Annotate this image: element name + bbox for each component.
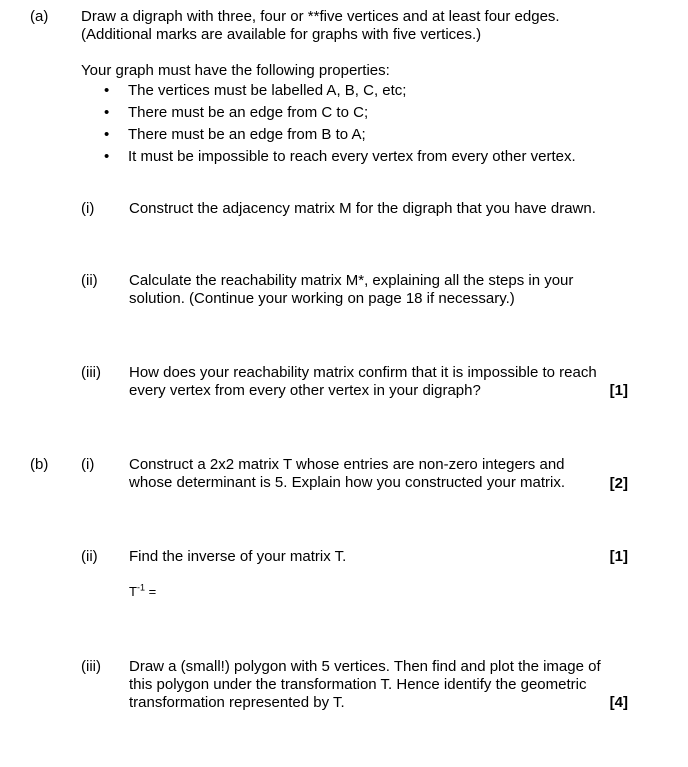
property-text: It must be impossible to reach every vertex from every other vertex.: [128, 148, 576, 165]
part-a-intro-line-1: Draw a digraph with three, four or **five vertices and at least four edges.: [81, 8, 560, 25]
question-a-iii-text: [129, 364, 597, 400]
inverse-answer-label: [129, 583, 156, 601]
property-text: The vertices must be labelled A, B, C, etc;: [128, 82, 407, 99]
part-a-intro: [81, 8, 560, 44]
inverse-base: T: [129, 584, 137, 599]
question-a-i-text: Construct the adjacency matrix M for the digraph that you have drawn.: [129, 200, 596, 217]
question-a-ii-line-2: solution. (Continue your working on page 18 if necessary.): [129, 290, 515, 307]
question-a-iii-label: (iii): [81, 364, 101, 381]
bullet-icon: •: [104, 126, 110, 143]
property-text: There must be an edge from C to C;: [128, 104, 369, 121]
question-b-i-text: [129, 456, 565, 492]
question-a-iii-line-2: every vertex from every other vertex in your digraph?: [129, 382, 481, 399]
question-b-i-line-2: whose determinant is 5. Explain how you constructed your matrix.: [129, 474, 566, 491]
inverse-equals: =: [144, 584, 157, 599]
question-b-ii-label: (ii): [81, 548, 98, 565]
bullet-icon: •: [104, 104, 110, 121]
question-b-iii-line-1: Draw a (small!) polygon with 5 vertices. Then find and plot the image of: [129, 658, 601, 675]
question-b-iii-label: (iii): [81, 658, 101, 675]
property-text: There must be an edge from B to A;: [128, 126, 366, 143]
question-b-ii-text: Find the inverse of your matrix T.: [129, 548, 347, 565]
question-b-iii-text: [129, 658, 601, 712]
question-a-ii-text: [129, 272, 573, 308]
question-a-i-label: (i): [81, 200, 95, 217]
question-b-iii-line-2: this polygon under the transformation T. Hence identify the geometric: [129, 676, 587, 693]
question-a-iii-line-1: How does your reachability matrix confirm that it is impossible to reach: [129, 364, 597, 381]
part-a-label: (a): [30, 8, 49, 25]
question-b-i-label: (i): [81, 456, 95, 473]
question-b-i-line-1: Construct a 2x2 matrix T whose entries are non-zero integers and: [129, 456, 565, 473]
question-b-iii-line-3: transformation represented by T.: [129, 694, 345, 711]
marks-b-iii: [4]: [609, 694, 628, 711]
question-a-ii-label: (ii): [81, 272, 98, 289]
properties-heading: Your graph must have the following properties:: [81, 62, 390, 79]
inverse-superscript: -1: [136, 582, 145, 593]
question-a-ii-line-1: Calculate the reachability matrix M*, explaining all the steps in your: [129, 272, 574, 289]
part-b-label: (b): [30, 456, 49, 473]
marks-a-iii: [1]: [609, 382, 628, 399]
marks-b-i: [2]: [609, 475, 628, 492]
part-a-intro-line-2: (Additional marks are available for graphs with five vertices.): [81, 26, 482, 43]
bullet-icon: •: [104, 82, 110, 99]
bullet-icon: •: [104, 148, 110, 165]
marks-b-ii: [1]: [609, 548, 628, 565]
